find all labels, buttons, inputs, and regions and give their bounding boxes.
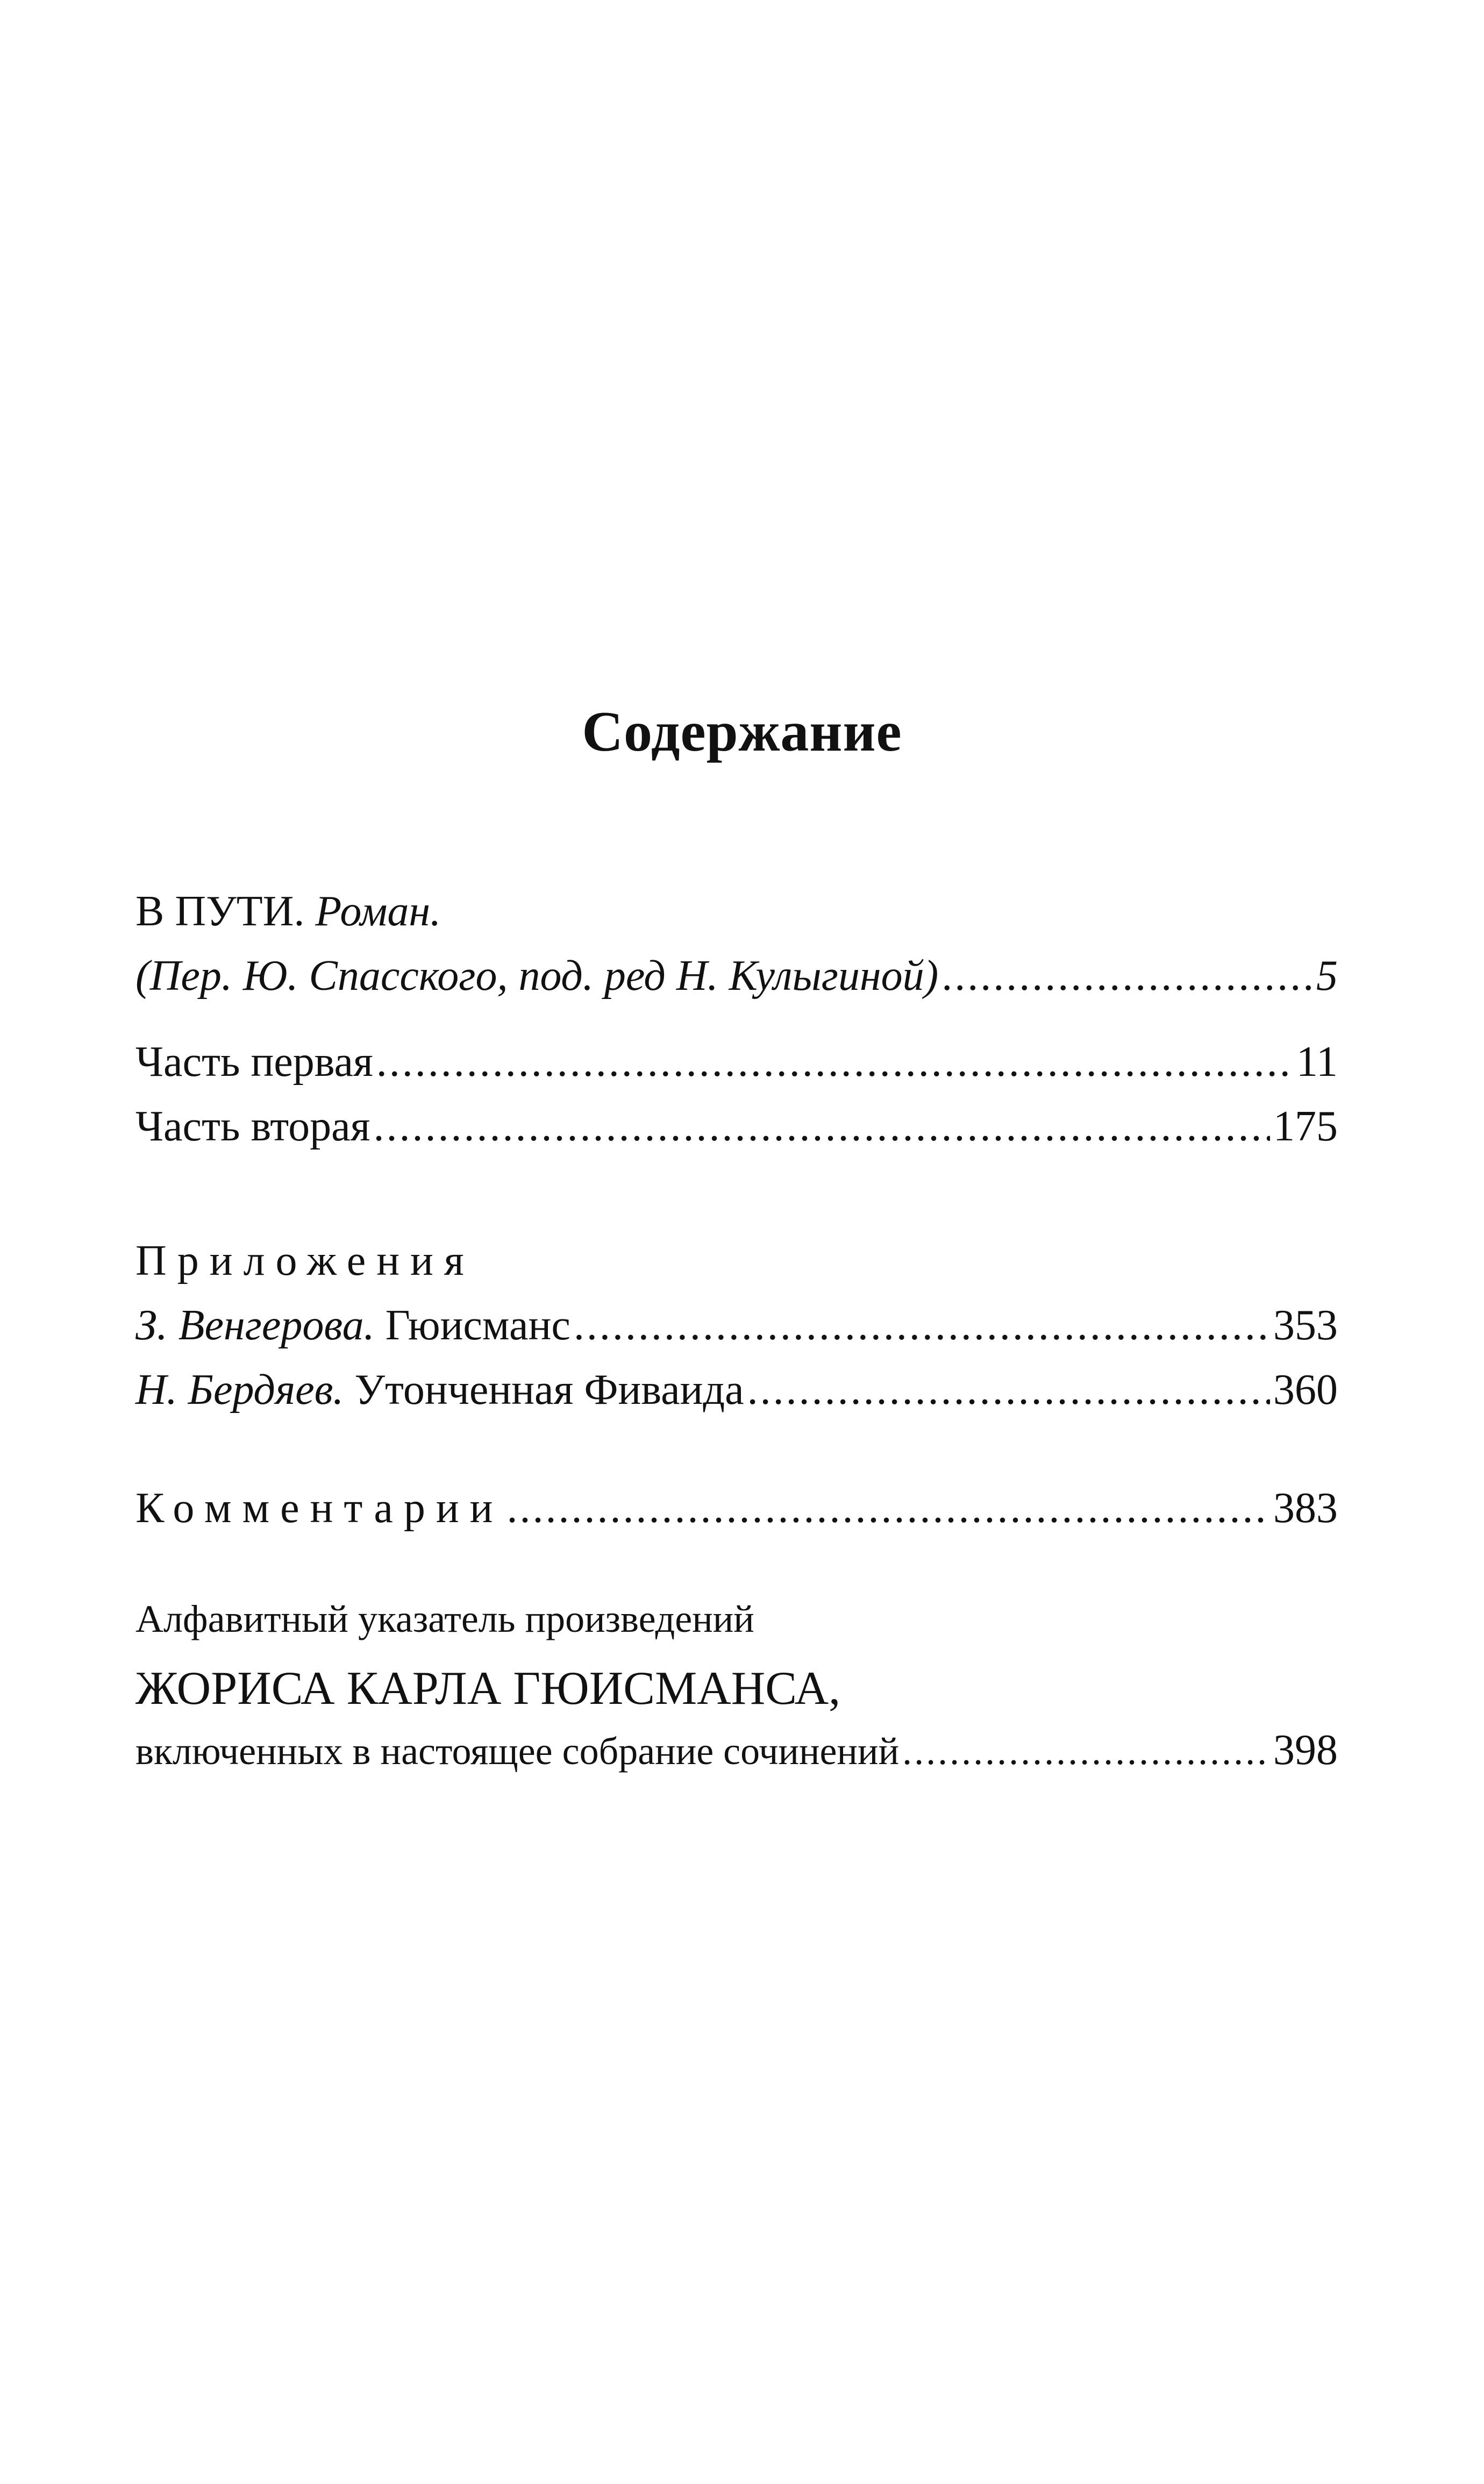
- toc-entry-novel[interactable]: [135, 952, 1338, 1012]
- dot-leader: [574, 1301, 1270, 1350]
- page-number: 11: [1296, 1038, 1338, 1086]
- toc-entry-index[interactable]: [135, 1726, 1338, 1786]
- page-number: 175: [1273, 1103, 1338, 1150]
- appendices-heading: [135, 1237, 1338, 1297]
- dot-leader: [747, 1366, 1270, 1415]
- index-line-2: [135, 1661, 1338, 1722]
- appendix-author: З. Венгерова.: [135, 1302, 375, 1349]
- appendix-title: Гюисманс: [385, 1302, 570, 1349]
- comments-label: Комментарии: [135, 1484, 504, 1532]
- page-number: 353: [1273, 1302, 1338, 1349]
- index-line-1: [135, 1597, 1338, 1657]
- page-number: 5: [1316, 952, 1338, 1000]
- dot-leader: [507, 1484, 1271, 1533]
- toc-entry-appendix-2[interactable]: [135, 1366, 1338, 1426]
- appendix-author: Н. Бердяев.: [135, 1366, 344, 1414]
- novel-genre: Роман.: [315, 888, 441, 935]
- appendix-title: Утонченная Фиваида: [354, 1366, 744, 1414]
- dot-leader: [376, 1038, 1293, 1087]
- part-label: Часть первая: [135, 1038, 373, 1086]
- page-number: 383: [1273, 1484, 1338, 1532]
- page-number: 398: [1273, 1726, 1338, 1774]
- dot-leader: [902, 1729, 1270, 1774]
- page-number: 360: [1273, 1366, 1338, 1414]
- index-title-line-2: ЖОРИСА КАРЛА ГЮИСМАНСА,: [135, 1662, 841, 1715]
- appendices-heading-label: Приложения: [135, 1237, 475, 1284]
- novel-translator-note: (Пер. Ю. Спасского, под. ред Н. Кулыгиной): [135, 952, 939, 1000]
- index-title-line-1: Алфавитный указатель произведений: [135, 1597, 754, 1640]
- novel-heading: [135, 887, 1338, 947]
- toc-entry-part-1[interactable]: [135, 1038, 1338, 1098]
- toc-entry-part-2[interactable]: [135, 1102, 1338, 1162]
- dot-leader: [373, 1102, 1270, 1151]
- dot-leader: [941, 952, 1313, 1001]
- page-title: Содержание: [582, 700, 902, 763]
- novel-name: В ПУТИ.: [135, 888, 305, 935]
- index-title-line-3: включенных в настоящее собрание сочинений: [135, 1730, 900, 1773]
- toc-entry-appendix-1[interactable]: [135, 1301, 1338, 1361]
- part-label: Часть вторая: [135, 1103, 370, 1150]
- toc-entry-comments[interactable]: [135, 1484, 1338, 1544]
